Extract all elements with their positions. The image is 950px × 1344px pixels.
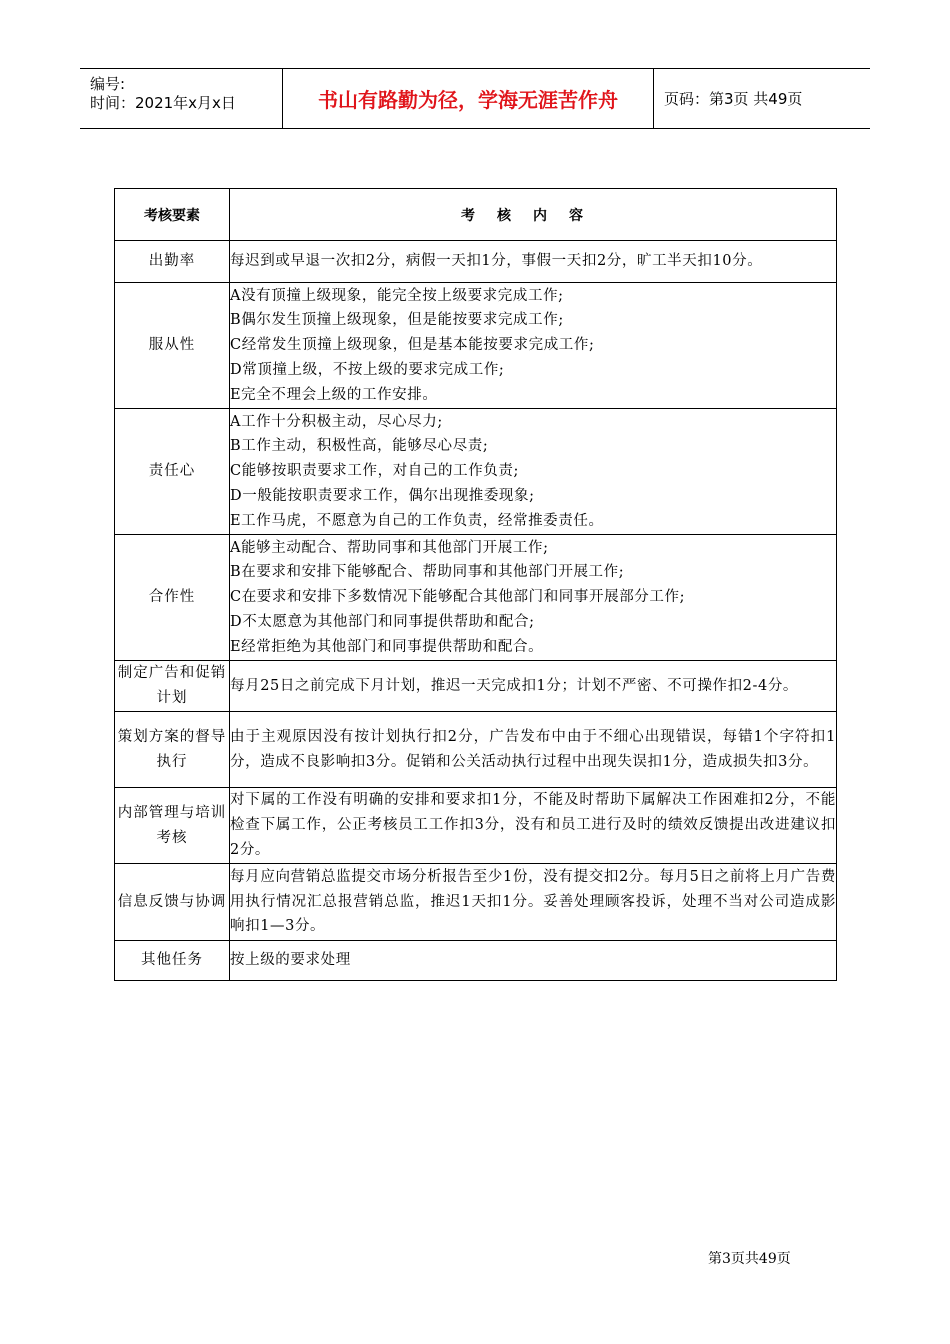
table-row [115,535,837,661]
row-key: 责任心 [115,409,230,535]
content-line: A工作十分积极主动，尽心尽力; [230,413,443,430]
row-key: 内部管理与培训考核 [115,788,230,864]
column-header-content: 考核内容 [230,189,837,241]
document-number-label: 编号: [90,75,126,93]
header-motto: 书山有路勤为径，学海无涯苦作舟 [282,69,654,128]
content-line: B在要求和安排下能够配合、帮助同事和其他部门开展工作; [230,564,625,581]
document-date-label: 时间：2021年x月x日 [90,94,236,112]
content-line: B偶尔发生顶撞上级现象，但是能按要求完成工作; [230,312,564,329]
column-header-element: 考核要素 [115,189,230,241]
row-key: 其他任务 [115,941,230,981]
content-line: D一般能按职责要求工作，偶尔出现推委现象; [230,487,535,504]
content-text: 每月应向营销总监提交市场分析报告至少1份，没有提交扣2分。每月5日之前将上月广告费用执行情况汇总报营销总监，推迟1天扣1分。妥善处理顾客投诉，处理不当对公司造成影响扣1—3分。 [230,868,836,935]
page-header [80,68,870,129]
footer-page-number: 第3页共49页 [708,1251,791,1267]
content-line: 每迟到或早退一次扣2分，病假一天扣1分，事假一天扣2分，旷工半天扣10分。 [230,253,763,270]
table-row [115,941,837,981]
row-key: 制定广告和促销计划 [115,661,230,712]
content-line: A能够主动配合、帮助同事和其他部门开展工作; [230,539,549,556]
table-header-row [115,189,837,241]
assessment-table [114,188,837,981]
content-line: C在要求和安排下多数情况下能够配合其他部门和同事开展部分工作; [230,589,686,606]
table-row [115,241,837,283]
content-text: 按上级的要求处理 [230,952,351,969]
content-text: 由于主观原因没有按计划执行扣2分，广告发布中由于不细心出现错误，每错1个字符扣1分，造成不良影响扣3分。促销和公关活动执行过程中出现失误扣1分，造成损失扣3分。 [230,728,836,770]
content-line: E完全不理会上级的工作安排。 [230,386,438,403]
content-text: 对下属的工作没有明确的安排和要求扣1分，不能及时帮助下属解决工作困难扣2分，不能检查下属工作，公正考核员工工作扣3分，没有和员工进行及时的绩效反馈提出改进建议扣2分。 [230,792,836,858]
table-row [115,712,837,788]
table-row [115,409,837,535]
table-row [115,864,837,941]
content-line: C能够按职责要求工作，对自己的工作负责; [230,463,519,480]
table-row [115,661,837,712]
table-row [115,283,837,409]
row-key: 策划方案的督导执行 [115,712,230,788]
row-key: 合作性 [115,535,230,661]
row-key: 出勤率 [115,241,230,283]
header-left-cell [80,69,282,128]
row-key: 信息反馈与协调 [115,864,230,941]
row-content [230,712,837,788]
row-content [230,788,837,864]
content-line: C经常发生顶撞上级现象，但是基本能按要求完成工作; [230,337,595,354]
row-content [230,661,837,712]
content-line: E经常拒绝为其他部门和同事提供帮助和配合。 [230,638,544,655]
content-line: B工作主动，积极性高，能够尽心尽责; [230,438,489,455]
content-line: D常顶撞上级，不按上级的要求完成工作; [230,361,505,378]
content-line: E工作马虎，不愿意为自己的工作负责，经常推委责任。 [230,512,604,529]
row-content [230,941,837,981]
content-line: A没有顶撞上级现象，能完全按上级要求完成工作; [230,287,564,304]
header-page-number: 页码：第3页 共49页 [664,90,803,108]
content-line: D不太愿意为其他部门和同事提供帮助和配合; [230,613,535,630]
row-content [230,864,837,941]
content-text: 每月25日之前完成下月计划，推迟一天完成扣1分；计划不严密、不可操作扣2-4分。 [230,677,799,694]
row-content [230,535,837,661]
row-key: 服从性 [115,283,230,409]
table-row [115,788,837,864]
row-content [230,241,837,283]
row-content [230,283,837,409]
row-content [230,409,837,535]
